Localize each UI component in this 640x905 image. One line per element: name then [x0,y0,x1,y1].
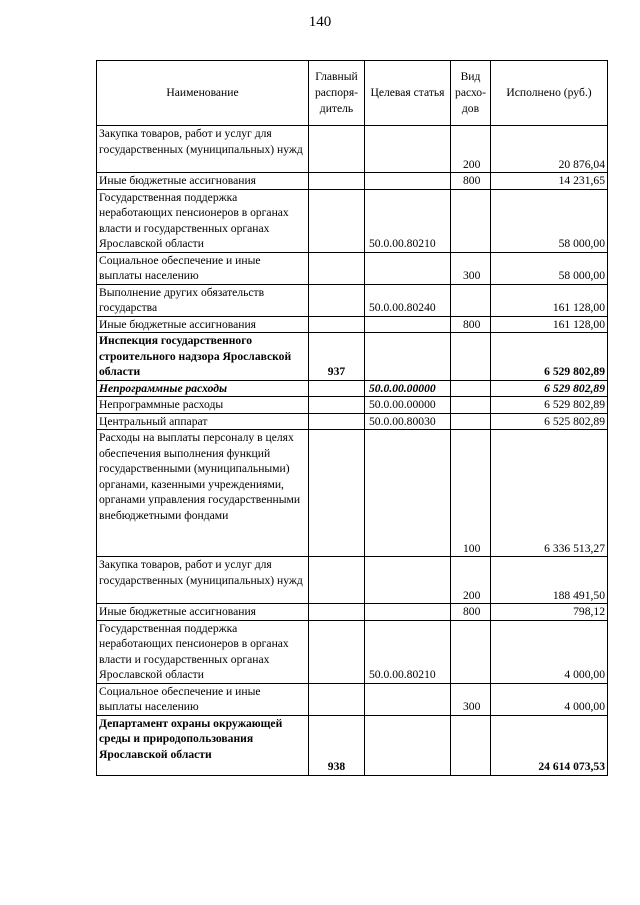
row-target-cell [365,715,451,775]
row-kind-cell [451,284,491,316]
expenditure-table [96,60,608,776]
row-amount-cell: 4 000,00 [491,683,608,715]
table-row [97,380,608,397]
row-manager-cell [309,252,365,284]
row-amount-cell: 188 491,50 [491,557,608,604]
header-kind: Вид расхо- дов [451,61,491,126]
header-executed: Исполнено (руб.) [491,61,608,126]
row-amount-cell: 6 336 513,27 [491,430,608,557]
row-target-cell [365,316,451,333]
table-row [97,252,608,284]
row-name-cell: Непрограммные расходы [97,380,309,397]
row-name-cell: Выполнение других обязательств государства [97,284,309,316]
row-target-cell [365,557,451,604]
table-row [97,189,608,252]
row-amount-cell: 4 000,00 [491,620,608,683]
row-kind-cell [451,380,491,397]
row-target-cell [365,173,451,190]
table-row [97,557,608,604]
row-name-cell: Государственная поддержка неработающих пенсионеров в органах власти и государственных органах Ярославской области [97,620,309,683]
table-row [97,126,608,173]
row-manager-cell [309,284,365,316]
row-amount-cell: 6 525 802,89 [491,413,608,430]
row-manager-cell [309,430,365,557]
row-name-cell: Государственная поддержка неработающих пенсионеров в органах власти и государственных органах Ярославской области [97,189,309,252]
row-kind-cell: 200 [451,557,491,604]
row-name-cell: Расходы на выплаты персоналу в целях обеспечения выполнения функций государственными (муниципальными) органами, казенными учреждениями, органами управления государственными внебюджетными фондами [97,430,309,557]
row-target-cell [365,333,451,381]
row-kind-cell: 200 [451,126,491,173]
row-kind-cell: 100 [451,430,491,557]
table-row [97,715,608,775]
row-amount-cell: 6 529 802,89 [491,380,608,397]
row-manager-cell [309,413,365,430]
row-manager-cell: 938 [309,715,365,775]
row-kind-cell [451,620,491,683]
table-row [97,430,608,557]
row-name-cell: Социальное обеспечение и иные выплаты населению [97,683,309,715]
row-kind-cell: 300 [451,252,491,284]
row-kind-cell: 300 [451,683,491,715]
row-target-cell [365,252,451,284]
row-kind-cell: 800 [451,604,491,621]
row-target-cell [365,604,451,621]
row-manager-cell [309,380,365,397]
row-name-cell: Закупка товаров, работ и услуг для государственных (муниципальных) нужд [97,557,309,604]
row-name-cell: Непрограммные расходы [97,397,309,414]
header-name: Наименование [97,61,309,126]
row-target-cell: 50.0.00.80210 [365,189,451,252]
row-name-cell: Инспекция государственного строительного надзора Ярославской области [97,333,309,381]
row-manager-cell [309,173,365,190]
row-manager-cell [309,189,365,252]
row-amount-cell: 58 000,00 [491,189,608,252]
row-target-cell: 50.0.00.00000 [365,380,451,397]
row-manager-cell [309,604,365,621]
row-name-cell: Иные бюджетные ассигнования [97,316,309,333]
row-target-cell [365,126,451,173]
row-amount-cell: 161 128,00 [491,284,608,316]
table-row [97,173,608,190]
row-kind-cell [451,413,491,430]
row-target-cell: 50.0.00.00000 [365,397,451,414]
row-name-cell: Иные бюджетные ассигнования [97,604,309,621]
row-amount-cell: 58 000,00 [491,252,608,284]
row-target-cell: 50.0.00.80210 [365,620,451,683]
table-row [97,413,608,430]
table-header-row [97,61,608,126]
row-kind-cell [451,189,491,252]
row-amount-cell: 20 876,04 [491,126,608,173]
table-row [97,604,608,621]
row-name-cell: Социальное обеспечение и иные выплаты населению [97,252,309,284]
header-target: Целевая статья [365,61,451,126]
row-manager-cell [309,397,365,414]
row-manager-cell [309,316,365,333]
row-kind-cell [451,333,491,381]
row-target-cell [365,430,451,557]
row-amount-cell: 161 128,00 [491,316,608,333]
row-kind-cell: 800 [451,316,491,333]
table-body [97,126,608,776]
row-kind-cell [451,397,491,414]
row-manager-cell [309,557,365,604]
row-amount-cell: 798,12 [491,604,608,621]
row-manager-cell [309,683,365,715]
row-manager-cell: 937 [309,333,365,381]
row-amount-cell: 6 529 802,89 [491,333,608,381]
row-name-cell: Иные бюджетные ассигнования [97,173,309,190]
table-row [97,316,608,333]
row-name-cell: Закупка товаров, работ и услуг для государственных (муниципальных) нужд [97,126,309,173]
row-amount-cell: 6 529 802,89 [491,397,608,414]
table-row [97,284,608,316]
row-target-cell [365,683,451,715]
row-amount-cell: 14 231,65 [491,173,608,190]
table-row [97,683,608,715]
row-name-cell: Департамент охраны окружающей среды и природопользования Ярославской области [97,715,309,775]
table-row [97,620,608,683]
row-kind-cell [451,715,491,775]
table-row [97,397,608,414]
row-manager-cell [309,620,365,683]
row-target-cell: 50.0.00.80030 [365,413,451,430]
row-name-cell: Центральный аппарат [97,413,309,430]
row-amount-cell: 24 614 073,53 [491,715,608,775]
row-target-cell: 50.0.00.80240 [365,284,451,316]
table-row [97,333,608,381]
header-manager: Главный распоря- дитель [309,61,365,126]
page-number: 140 [308,14,332,30]
row-manager-cell [309,126,365,173]
row-kind-cell: 800 [451,173,491,190]
